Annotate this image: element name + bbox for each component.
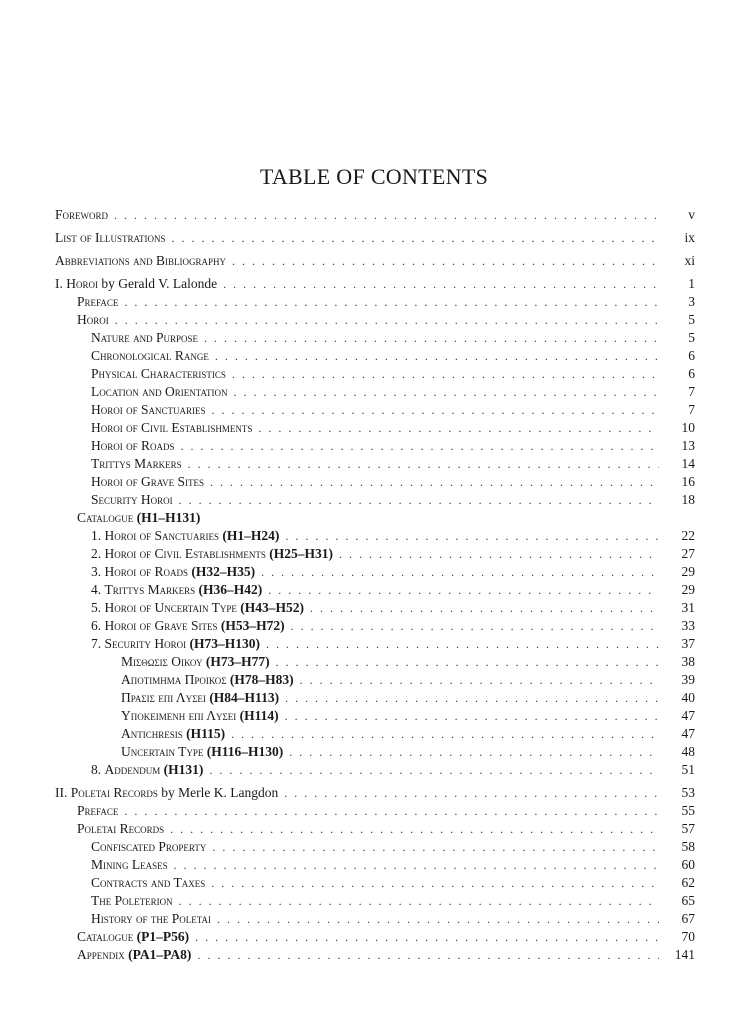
- toc-entry[interactable]: [55, 545, 695, 563]
- page-number: 14: [681, 456, 695, 471]
- entry-label: Trittys Markers: [91, 456, 182, 471]
- entry-ref: (H114): [239, 708, 279, 723]
- dot-leader: [170, 820, 659, 838]
- toc-entry[interactable]: [55, 635, 695, 653]
- dot-leader: [215, 347, 659, 365]
- page-number: 22: [681, 528, 695, 543]
- page-number: 55: [681, 803, 695, 818]
- entry-ref: (H84–H113): [209, 690, 280, 705]
- page-number: xi: [684, 253, 695, 268]
- dot-leader: [115, 311, 659, 329]
- entry-label: List of Illustrations: [55, 230, 166, 245]
- page-number: 57: [681, 821, 695, 836]
- entry-label: Horoi of Roads: [104, 564, 189, 579]
- page-number: 67: [681, 911, 695, 926]
- dot-leader: [114, 206, 659, 224]
- dot-leader: [261, 563, 659, 581]
- page-number: 5: [688, 312, 695, 327]
- toc-entry[interactable]: [55, 455, 695, 473]
- toc-entry[interactable]: [55, 383, 695, 401]
- dot-leader: [172, 229, 660, 247]
- page-number: 6: [688, 348, 695, 363]
- page-title: TABLE OF CONTENTS: [259, 164, 489, 189]
- toc-entry[interactable]: [55, 293, 695, 311]
- toc-entry[interactable]: [55, 401, 695, 419]
- entry-label: History of the Poletai: [91, 911, 211, 926]
- entry-label: Horoi of Civil Establishments: [91, 420, 253, 435]
- toc-list: [55, 206, 695, 964]
- page-number: 29: [681, 564, 695, 579]
- entry-label: Location and Orientation: [91, 384, 228, 399]
- toc-entry[interactable]: [55, 617, 695, 635]
- dot-leader: [339, 545, 659, 563]
- entry-prefix: 5.: [91, 600, 105, 615]
- entry-label: Horoi of Uncertain Type: [104, 600, 237, 615]
- entry-prefix: 4.: [91, 582, 105, 597]
- page-number: 47: [681, 708, 695, 723]
- entry-ref: (H43–H52): [240, 600, 304, 615]
- toc-entry[interactable]: [55, 725, 695, 743]
- entry-ref: (H116–H130): [206, 744, 284, 759]
- entry-label: The Poleterion: [91, 893, 173, 908]
- entry-label: Poletai Records: [70, 785, 158, 800]
- dot-leader: [232, 252, 659, 270]
- entry-label: Horoi: [66, 276, 98, 291]
- entry-prefix: 1.: [91, 528, 105, 543]
- entry-label: Horoi of Civil Establishments: [104, 546, 266, 561]
- dot-leader: [268, 581, 659, 599]
- toc-entry[interactable]: [55, 252, 695, 270]
- entry-ref: (H1–H24): [222, 528, 280, 543]
- toc-entry[interactable]: [55, 206, 695, 224]
- entry-prefix: 3.: [91, 564, 105, 579]
- dot-leader: [211, 874, 659, 892]
- entry-ref: (H73–H77): [205, 654, 270, 669]
- entry-author: by Gerald V. Lalonde: [98, 276, 218, 291]
- toc-entry[interactable]: [55, 599, 695, 617]
- toc-entry[interactable]: [55, 473, 695, 491]
- page-number: ix: [684, 230, 695, 245]
- entry-label: Horoi of Grave Sites: [91, 474, 204, 489]
- entry-ref: (H53–H72): [220, 618, 285, 633]
- dot-leader: [174, 856, 659, 874]
- entry-label: Foreword: [55, 207, 109, 222]
- toc-entry[interactable]: [55, 671, 695, 689]
- page-number: 141: [674, 947, 695, 962]
- dot-leader: [266, 635, 659, 653]
- entry-label: Nature and Purpose: [91, 330, 199, 345]
- toc-entry[interactable]: [55, 892, 695, 910]
- page-number: 29: [681, 582, 695, 597]
- entry-label: Poletai Records: [77, 821, 165, 836]
- toc-entry[interactable]: [55, 653, 695, 671]
- entry-ref: (P1–P56): [136, 929, 190, 944]
- page-number: 6: [688, 366, 695, 381]
- page-number: 31: [681, 600, 695, 615]
- entry-label: Horoi: [77, 312, 109, 327]
- page-number: 37: [681, 636, 695, 651]
- dot-leader: [276, 653, 659, 671]
- toc-entry[interactable]: [55, 365, 695, 383]
- toc-entry-catalogue[interactable]: [55, 509, 695, 527]
- page-number: 3: [688, 294, 695, 309]
- toc-entry[interactable]: [55, 928, 695, 946]
- entry-prefix: 2.: [91, 546, 105, 561]
- entry-label: Υποκειμενη επι Λυσει: [121, 708, 237, 723]
- toc-entry[interactable]: [55, 707, 695, 725]
- dot-leader: [223, 275, 659, 293]
- page-number: 27: [681, 546, 695, 561]
- page-number: 70: [681, 929, 695, 944]
- dot-leader: [212, 401, 659, 419]
- entry-label: Chronological Range: [91, 348, 209, 363]
- entry-prefix: II.: [55, 785, 71, 800]
- toc-entry[interactable]: [55, 329, 695, 347]
- dot-leader: [179, 491, 659, 509]
- entry-ref: (H32–H35): [191, 564, 256, 579]
- entry-label: Preface: [77, 803, 119, 818]
- entry-ref: (H115): [186, 726, 226, 741]
- entry-ref: (H78–H83): [229, 672, 294, 687]
- toc-entry[interactable]: [55, 820, 695, 838]
- entry-label: Antichresis: [121, 726, 183, 741]
- page-number: 40: [681, 690, 695, 705]
- toc-entry[interactable]: [55, 311, 695, 329]
- dot-leader: [300, 671, 659, 689]
- entry-label: Μισθωσισ Οικου: [121, 654, 203, 669]
- toc-entry[interactable]: [55, 437, 695, 455]
- entry-ref: (H1–H131): [136, 510, 201, 525]
- page-number: 7: [688, 402, 695, 417]
- entry-ref: (H73–H130): [189, 636, 261, 651]
- entry-label: Abbreviations and Bibliography: [55, 253, 227, 268]
- entry-label: Mining Leases: [91, 857, 168, 872]
- toc-entry[interactable]: [55, 229, 695, 247]
- entry-label: Security Horoi: [104, 636, 187, 651]
- dot-leader: [310, 599, 659, 617]
- toc-entry[interactable]: [55, 491, 695, 509]
- page-number: 47: [681, 726, 695, 741]
- toc-entry[interactable]: [55, 347, 695, 365]
- entry-label: Trittys Markers: [104, 582, 196, 597]
- dot-leader: [124, 802, 659, 820]
- entry-label: Αποτιμημα Προικοσ: [121, 672, 227, 687]
- entry-label: Uncertain Type: [121, 744, 204, 759]
- toc-entry[interactable]: [55, 802, 695, 820]
- page-number: 18: [681, 492, 695, 507]
- entry-label: Horoi of Sanctuaries: [91, 402, 206, 417]
- toc-entry[interactable]: [55, 689, 695, 707]
- dot-leader: [179, 892, 659, 910]
- dot-leader: [231, 725, 659, 743]
- dot-leader: [232, 365, 659, 383]
- toc-entry[interactable]: [55, 419, 695, 437]
- toc-entry[interactable]: [55, 874, 695, 892]
- dot-leader: [285, 707, 659, 725]
- entry-label: Πρασισ επι Λυσει: [121, 690, 206, 705]
- toc-entry[interactable]: [55, 563, 695, 581]
- entry-prefix: 6.: [91, 618, 105, 633]
- page-number: 10: [681, 420, 695, 435]
- page-number: 51: [681, 762, 695, 777]
- page-number: 33: [681, 618, 695, 633]
- toc-entry[interactable]: [55, 761, 695, 779]
- dot-leader: [285, 527, 659, 545]
- entry-label: Confiscated Property: [91, 839, 207, 854]
- dot-leader: [195, 928, 659, 946]
- entry-label: Horoi of Roads: [91, 438, 175, 453]
- entry-label: Contracts and Taxes: [91, 875, 206, 890]
- entry-ref: (H36–H42): [198, 582, 263, 597]
- entry-prefix: 7.: [91, 636, 105, 651]
- page-number: 1: [688, 276, 695, 291]
- page-number: 58: [681, 839, 695, 854]
- entry-label: Physical Characteristics: [91, 366, 226, 381]
- dot-leader: [212, 838, 659, 856]
- dot-leader: [197, 946, 659, 964]
- page-number: 7: [688, 384, 695, 399]
- page-number: 38: [681, 654, 695, 669]
- page-number: 13: [681, 438, 695, 453]
- entry-author: by Merle K. Langdon: [157, 785, 279, 800]
- dot-leader: [210, 473, 659, 491]
- entry-prefix: 8.: [91, 762, 105, 777]
- dot-leader: [124, 293, 659, 311]
- toc-entry[interactable]: [55, 838, 695, 856]
- dot-leader: [188, 455, 659, 473]
- dot-leader: [284, 784, 659, 802]
- page-number: 48: [681, 744, 695, 759]
- page-number: 60: [681, 857, 695, 872]
- entry-label: Horoi of Sanctuaries: [104, 528, 220, 543]
- dot-leader: [289, 743, 659, 761]
- entry-ref: (H131): [163, 762, 204, 777]
- entry-ref: (H25–H31): [269, 546, 334, 561]
- entry-label: Addendum: [104, 762, 161, 777]
- entry-label: Horoi of Grave Sites: [104, 618, 218, 633]
- entry-ref: (PA1–PA8): [128, 947, 192, 962]
- toc-entry-part-1[interactable]: [55, 275, 695, 293]
- page-number: 65: [681, 893, 695, 908]
- toc-entry[interactable]: [55, 743, 695, 761]
- entry-label: Catalogue: [77, 510, 134, 525]
- page-number: 39: [681, 672, 695, 687]
- entry-label: Catalogue: [77, 929, 134, 944]
- toc-entry[interactable]: [55, 946, 695, 964]
- dot-leader: [234, 383, 659, 401]
- toc-entry[interactable]: [55, 527, 695, 545]
- toc-entry[interactable]: [55, 856, 695, 874]
- dot-leader: [217, 910, 659, 928]
- page-number: 53: [681, 785, 695, 800]
- page-number: v: [688, 207, 695, 222]
- toc-entry[interactable]: [55, 910, 695, 928]
- dot-leader: [258, 419, 659, 437]
- dot-leader: [181, 437, 659, 455]
- entry-label: Preface: [77, 294, 119, 309]
- entry-label: Appendix: [77, 947, 125, 962]
- dot-leader: [291, 617, 659, 635]
- toc-entry-part-2[interactable]: [55, 784, 695, 802]
- page-number: 5: [688, 330, 695, 345]
- dot-leader: [204, 329, 659, 347]
- dot-leader: [285, 689, 659, 707]
- entry-prefix: I.: [55, 276, 67, 291]
- entry-label: Security Horoi: [91, 492, 173, 507]
- toc-entry[interactable]: [55, 581, 695, 599]
- page-number: 16: [681, 474, 695, 489]
- dot-leader: [209, 761, 659, 779]
- page-number: 62: [681, 875, 695, 890]
